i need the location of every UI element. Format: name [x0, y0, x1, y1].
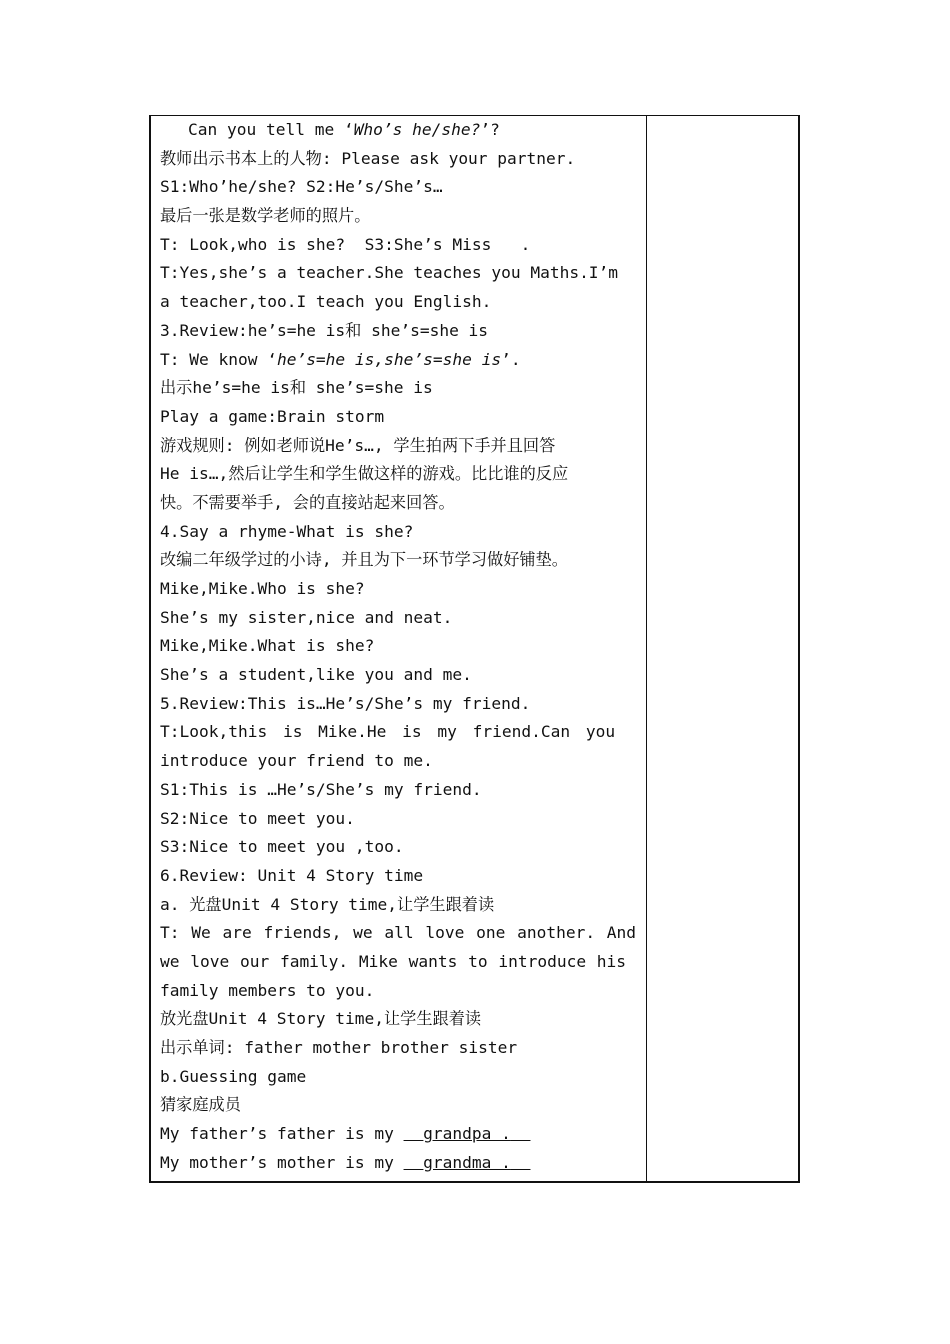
line-28: T: We are friends, we all love one another. And: [160, 923, 637, 943]
line-34: 猜家庭成员: [160, 1095, 241, 1115]
line-26: 6.Review: Unit 4 Story time: [160, 865, 424, 885]
lesson-content-cell: [160, 116, 638, 1177]
line-16: Mike,Mike.Who is she?: [160, 579, 365, 598]
column-divider: [646, 116, 647, 1181]
line-6: a teacher,too.I teach you English.: [160, 292, 492, 312]
line-8: T: We know ‘he’s=he is,she’s=she is’.: [160, 349, 521, 369]
line-22: introduce your friend to me.: [160, 751, 433, 771]
answer-blank-grandma: grandma .: [423, 1152, 511, 1172]
line-2: S1:Who’he/she? S2:He’s/She’s…: [160, 177, 443, 197]
line-25: S3:Nice to meet you ,too.: [160, 837, 404, 857]
line-12: He is…,然后让学生和学生做这样的游戏。比比谁的反应: [160, 464, 569, 484]
line-29: we love our family. Mike wants to introduce his: [160, 951, 627, 971]
line-10: Play a game:Brain storm: [160, 406, 385, 426]
line-15: 改编二年级学过的小诗, 并且为下一环节学习做好铺垫。: [160, 550, 568, 570]
line-31: 放光盘Unit 4 Story time,让学生跟着读: [160, 1009, 482, 1029]
lesson-table: [149, 115, 800, 1183]
line-13: 快。不需要举手, 会的直接站起来回答。: [160, 492, 455, 512]
line-20: 5.Review:This is…He’s/She’s my friend.: [160, 693, 531, 713]
line-33: b.Guessing game: [160, 1066, 307, 1086]
line-11: 游戏规则: 例如老师说He’s…, 学生拍两下手并且回答: [160, 435, 556, 455]
line-7: 3.Review:he’s=he is和 she’s=she is: [160, 320, 489, 340]
line-3: 最后一张是数学老师的照片。: [160, 206, 371, 226]
line-4: T: Look,who is she? S3:She’s Miss .: [160, 234, 531, 254]
line-23: S1:This is …He’s/She’s my friend.: [160, 779, 482, 799]
line-5: T:Yes,she’s a teacher.She teaches you Maths.I’m: [160, 263, 619, 283]
line-19: She’s a student,like you and me.: [160, 665, 472, 685]
line-27: a. 光盘Unit 4 Story time,让学生跟着读: [160, 894, 495, 914]
line-17: She’s my sister,nice and neat.: [160, 607, 453, 627]
line-36: My mother’s mother is my grandma .: [160, 1149, 638, 1178]
line-32: 出示单词: father mother brother sister: [160, 1038, 518, 1057]
line-18: Mike,Mike.What is she?: [160, 636, 375, 656]
line-24: S2:Nice to meet you.: [160, 808, 355, 828]
line-35: My father’s father is my grandpa .: [160, 1120, 638, 1149]
line-30: family members to you.: [160, 980, 375, 1000]
line-1: 教师出示书本上的人物: Please ask your partner.: [160, 148, 576, 168]
line-9: 出示he’s=he is和 she’s=she is: [160, 378, 433, 398]
answer-blank-grandpa: grandpa .: [423, 1124, 511, 1144]
line-0: Can you tell me ‘Who’s he/she?’?: [188, 120, 500, 139]
line-14: 4.Say a rhyme-What is she?: [160, 521, 414, 541]
line-21: T:Look,this is Mike.He is my friend.Can you: [160, 722, 616, 742]
